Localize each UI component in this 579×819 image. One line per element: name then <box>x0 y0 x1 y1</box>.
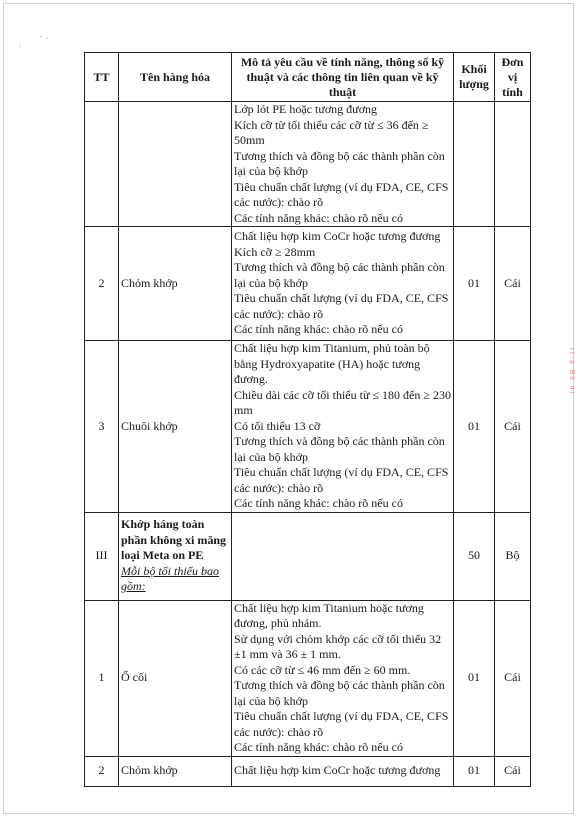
cell-unit: Cái <box>495 227 531 341</box>
desc-line: Có các cỡ từ ≤ 46 mm đến ≥ 60 mm. <box>234 662 411 677</box>
table-row <box>85 756 531 786</box>
desc-line: Tiêu chuẩn chất lượng (ví dụ FDA, CE, CFS các nước): chào rõ <box>234 179 449 209</box>
cell-desc <box>232 756 454 786</box>
cell-name <box>119 512 232 600</box>
desc-line: Tương thích và đồng bộ các thành phần còn lại của bộ khớp <box>234 148 445 178</box>
cell-tt: 2 <box>85 756 119 786</box>
table-body <box>85 102 531 787</box>
cell-tt: 3 <box>85 341 119 513</box>
cell-tt <box>85 102 119 227</box>
cell-unit: Cái <box>495 341 531 513</box>
desc-line: Chất liệu hợp kim CoCr hoặc tương đương <box>234 229 441 244</box>
desc-line: Tương thích và đồng bộ các thành phần còn lại của bộ khớp <box>234 678 445 708</box>
cell-qty: 01 <box>454 341 495 513</box>
item-name: Chỏm khớp <box>121 275 178 290</box>
cell-name <box>119 341 232 513</box>
desc-line: Tiêu chuẩn chất lượng (ví dụ FDA, CE, CFS các nước): chào rõ <box>234 465 449 495</box>
side-stamp-mark: tỉ·ự Bô ới <box>568 348 576 396</box>
desc-line: Các tính năng khác: chào rõ nếu có <box>234 740 403 754</box>
cell-qty: 01 <box>454 227 495 341</box>
cell-unit <box>495 102 531 227</box>
desc-line: Chất liệu hợp kim Titanium, phủ toàn bộ bằng Hydroxyapatite (HA) hoặc tương đương. <box>234 341 430 386</box>
desc-line: Chất liệu hợp kim CoCr hoặc tương đương <box>234 763 441 778</box>
cell-unit: Cái <box>495 756 531 786</box>
desc-line: Tương thích và đồng bộ các thành phần còn lại của bộ khớp <box>234 434 445 464</box>
header-unit: Đơn vị tính <box>495 53 531 102</box>
cell-tt: III <box>85 512 119 600</box>
item-name: Chỏm khớp <box>121 763 178 778</box>
cell-tt: 2 <box>85 227 119 341</box>
header-desc: Mô tả yêu cầu về tính năng, thông số kỹ thuật và các thông tin liên quan về kỹ thuật <box>232 53 454 102</box>
desc-line: Sử dụng với chỏm khớp các cỡ tối thiểu 32 ±1 mm và 36 ± 1 mm. <box>234 631 442 661</box>
spec-table <box>84 52 531 787</box>
desc-line: Các tính năng khác: chào rõ nếu có <box>234 322 403 337</box>
table-row <box>85 600 531 756</box>
desc-line: Lớp lót PE hoặc tương đương <box>234 102 378 116</box>
scan-speck: . <box>40 30 42 39</box>
cell-qty: 01 <box>454 756 495 786</box>
cell-qty <box>454 102 495 227</box>
cell-name <box>119 600 232 756</box>
desc-line: Tiêu chuẩn chất lượng (ví dụ FDA, CE, CFS các nước): chào rõ <box>234 291 449 321</box>
cell-qty: 01 <box>454 600 495 756</box>
table-row <box>85 512 531 600</box>
table-row <box>85 341 531 513</box>
cell-qty: 50 <box>454 512 495 600</box>
header-qty: Khối lượng <box>454 53 495 102</box>
desc-line: Các tính năng khác: chào rõ nếu có <box>234 210 403 225</box>
scan-speck: ' <box>20 44 22 53</box>
header-tt: TT <box>85 53 119 102</box>
item-name-note: Mỗi bộ tối thiểu bao gồm: <box>121 563 219 594</box>
scan-speck: · <box>46 34 49 43</box>
desc-line: Kích cỡ ≥ 28mm <box>234 244 316 259</box>
desc-line: Các tính năng khác: chào rõ nếu có <box>234 496 403 510</box>
cell-desc <box>232 512 454 600</box>
table-row <box>85 227 531 341</box>
cell-name <box>119 756 232 786</box>
cell-unit: Bộ <box>495 512 531 600</box>
cell-unit: Cái <box>495 600 531 756</box>
cell-desc <box>232 341 454 513</box>
item-name: Chuôi khớp <box>121 418 178 433</box>
item-name: Ổ cối <box>121 670 148 685</box>
desc-line: Có tối thiểu 13 cỡ <box>234 418 321 433</box>
cell-name <box>119 227 232 341</box>
header-name: Tên hàng hóa <box>119 53 232 102</box>
cell-desc <box>232 227 454 341</box>
desc-line: Chất liệu hợp kim Titanium hoặc tương đương, phủ nhám. <box>234 600 424 630</box>
desc-line: Chiều dài các cỡ tối thiểu từ ≤ 180 đến ≥ 230 mm <box>234 387 451 417</box>
desc-line: Tiêu chuẩn chất lượng (ví dụ FDA, CE, CFS các nước): chào rõ <box>234 709 449 739</box>
cell-desc <box>232 600 454 756</box>
table-row <box>85 102 531 227</box>
desc-line: Tương thích và đồng bộ các thành phần còn lại của bộ khớp <box>234 260 445 290</box>
cell-tt: 1 <box>85 600 119 756</box>
item-name: Khớp háng toàn phần không xi măng loại Meta on PE <box>121 517 227 563</box>
cell-name <box>119 102 232 227</box>
cell-desc <box>232 102 454 227</box>
desc-line: Kích cỡ từ tối thiểu các cỡ từ ≤ 36 đến ≥ 50mm <box>234 117 429 147</box>
table-header-row <box>85 53 531 102</box>
